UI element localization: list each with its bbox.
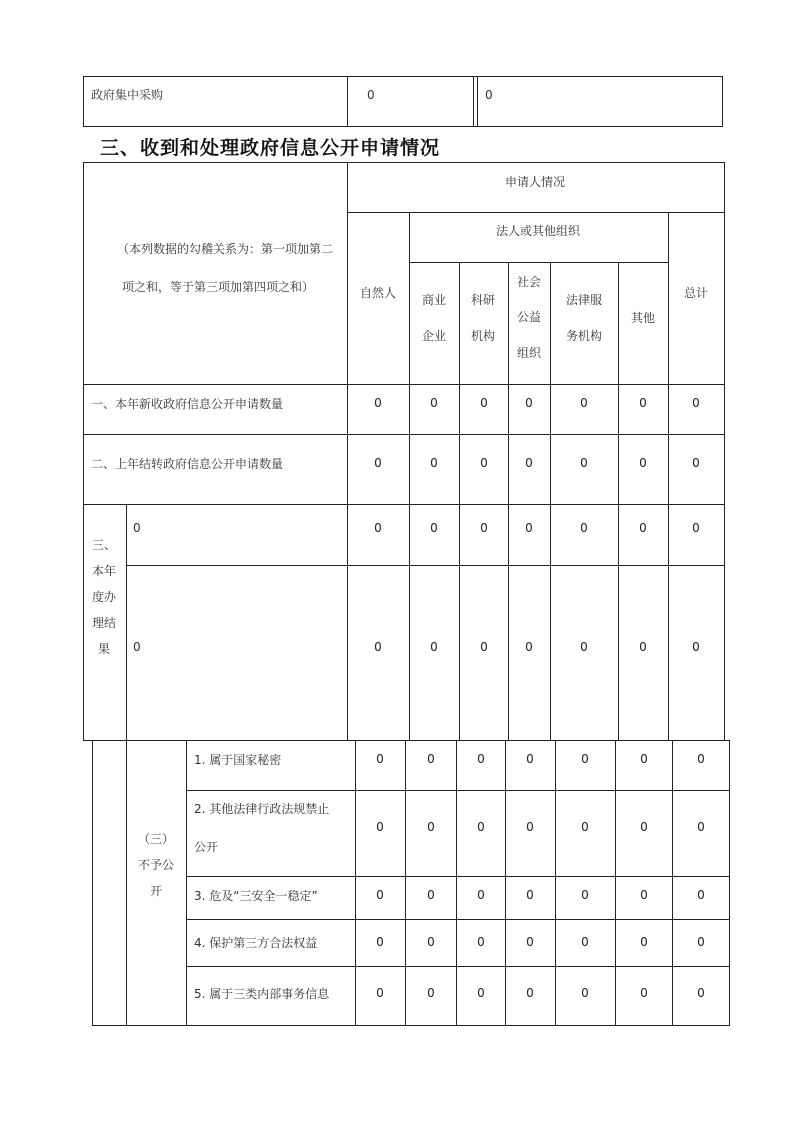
result-row2-label: 0: [133, 640, 141, 654]
nd-item1-value-2: 0: [477, 752, 485, 766]
nd-item2-value-5: 0: [640, 820, 648, 834]
note-line-2: 项之和，等于第三项加第四项之和）: [121, 280, 315, 294]
natural-person-header: 自然人: [359, 286, 397, 300]
not-disclosed-item-2-line1: 2. 其他法律行政法规禁止: [194, 802, 330, 816]
nd-item1-value-6: 0: [697, 752, 705, 766]
nd-item3-value-0: 0: [376, 888, 384, 902]
row-label-new-requests: 一、本年新收政府信息公开申请数量: [91, 397, 284, 411]
social-header-2: 公益: [516, 310, 542, 324]
result-section-label: 三、 本年 度办 理结 果: [91, 538, 116, 656]
nd-item4-value-4: 0: [581, 935, 589, 949]
nd-item4-value-1: 0: [427, 935, 435, 949]
carried-over-value-3: 0: [525, 456, 533, 470]
not-disclosed-group-label: （三） 不予公 开: [137, 832, 174, 898]
nd-item5-value-5: 0: [640, 986, 648, 1000]
nd-item1-value-3: 0: [526, 752, 534, 766]
nd-item3-value-2: 0: [477, 888, 485, 902]
not-disclosed-item-5: 5. 属于三类内部事务信息: [194, 987, 330, 1001]
not-disclosed-item-4: 4. 保护第三方合法权益: [194, 936, 318, 950]
section-title: 三、收到和处理政府信息公开申请情况: [100, 137, 441, 159]
nd-item5-value-2: 0: [477, 986, 485, 1000]
result-row1-value-4: 0: [580, 521, 588, 535]
legal-person-header: 法人或其他组织: [495, 224, 581, 238]
new-requests-value-4: 0: [580, 396, 588, 410]
nd-item4-value-0: 0: [376, 935, 384, 949]
note-line-1: （本列数据的勾稽关系为：第一项加第二: [116, 242, 334, 256]
commercial-header-1: 商业: [421, 293, 447, 307]
social-header-1: 社会: [516, 275, 542, 289]
result-row1-value-1: 0: [430, 521, 438, 535]
other-header: 其他: [630, 311, 656, 325]
total-header: 总计: [683, 286, 709, 300]
nd-item3-value-6: 0: [697, 888, 705, 902]
procurement-value-b: 0: [485, 88, 493, 102]
row-label-carried-over: 二、上年结转政府信息公开申请数量: [91, 457, 284, 471]
nd-item5-value-6: 0: [697, 986, 705, 1000]
result-row1-value-0: 0: [374, 521, 382, 535]
not-disclosed-item-2-line2: 公开: [194, 840, 219, 854]
new-requests-value-2: 0: [480, 396, 488, 410]
result-row1-value-5: 0: [639, 521, 647, 535]
legal-service-header-1: 法律服: [565, 293, 603, 307]
new-requests-value-1: 0: [430, 396, 438, 410]
nd-item4-value-3: 0: [526, 935, 534, 949]
carried-over-value-6: 0: [692, 456, 700, 470]
not-disclosed-item-3: 3. 危及“三安全一稳定”: [194, 889, 318, 903]
social-header-3: 组织: [516, 346, 542, 360]
carried-over-value-4: 0: [580, 456, 588, 470]
result-row2-value-5: 0: [639, 640, 647, 654]
result-row1-value-3: 0: [525, 521, 533, 535]
nd-item4-value-6: 0: [697, 935, 705, 949]
new-requests-value-3: 0: [525, 396, 533, 410]
carried-over-value-1: 0: [430, 456, 438, 470]
nd-item1-value-0: 0: [376, 752, 384, 766]
commercial-header-2: 企业: [421, 329, 447, 343]
procurement-value-a: 0: [367, 88, 375, 102]
research-header-1: 科研: [470, 293, 496, 307]
carried-over-value-2: 0: [480, 456, 488, 470]
nd-item1-value-1: 0: [427, 752, 435, 766]
result-row1-value-2: 0: [480, 521, 488, 535]
not-disclosed-item-1: 1. 属于国家秘密: [194, 753, 282, 767]
nd-item5-value-1: 0: [427, 986, 435, 1000]
result-row2-value-3: 0: [525, 640, 533, 654]
nd-item3-value-1: 0: [427, 888, 435, 902]
nd-item1-value-5: 0: [640, 752, 648, 766]
legal-service-header-2: 务机构: [565, 329, 603, 343]
new-requests-value-6: 0: [692, 396, 700, 410]
result-row1-label: 0: [133, 521, 141, 535]
result-row2-value-4: 0: [580, 640, 588, 654]
nd-item5-value-3: 0: [526, 986, 534, 1000]
result-row2-value-0: 0: [374, 640, 382, 654]
research-header-2: 机构: [470, 329, 496, 343]
result-row2-value-1: 0: [430, 640, 438, 654]
nd-item3-value-5: 0: [640, 888, 648, 902]
applicant-info-header: 申请人情况: [504, 175, 566, 189]
nd-item2-value-2: 0: [477, 820, 485, 834]
nd-item2-value-6: 0: [697, 820, 705, 834]
nd-item2-value-0: 0: [376, 820, 384, 834]
nd-item5-value-0: 0: [376, 986, 384, 1000]
nd-item4-value-2: 0: [477, 935, 485, 949]
nd-item2-value-1: 0: [427, 820, 435, 834]
nd-item2-value-3: 0: [526, 820, 534, 834]
procurement-label: 政府集中采购: [91, 88, 164, 102]
nd-item5-value-4: 0: [581, 986, 589, 1000]
new-requests-value-0: 0: [374, 396, 382, 410]
result-row1-value-6: 0: [692, 521, 700, 535]
carried-over-value-5: 0: [639, 456, 647, 470]
nd-item4-value-5: 0: [640, 935, 648, 949]
new-requests-value-5: 0: [639, 396, 647, 410]
nd-item1-value-4: 0: [581, 752, 589, 766]
nd-item3-value-3: 0: [526, 888, 534, 902]
nd-item3-value-4: 0: [581, 888, 589, 902]
result-row2-value-2: 0: [480, 640, 488, 654]
carried-over-value-0: 0: [374, 456, 382, 470]
nd-item2-value-4: 0: [581, 820, 589, 834]
result-row2-value-6: 0: [692, 640, 700, 654]
